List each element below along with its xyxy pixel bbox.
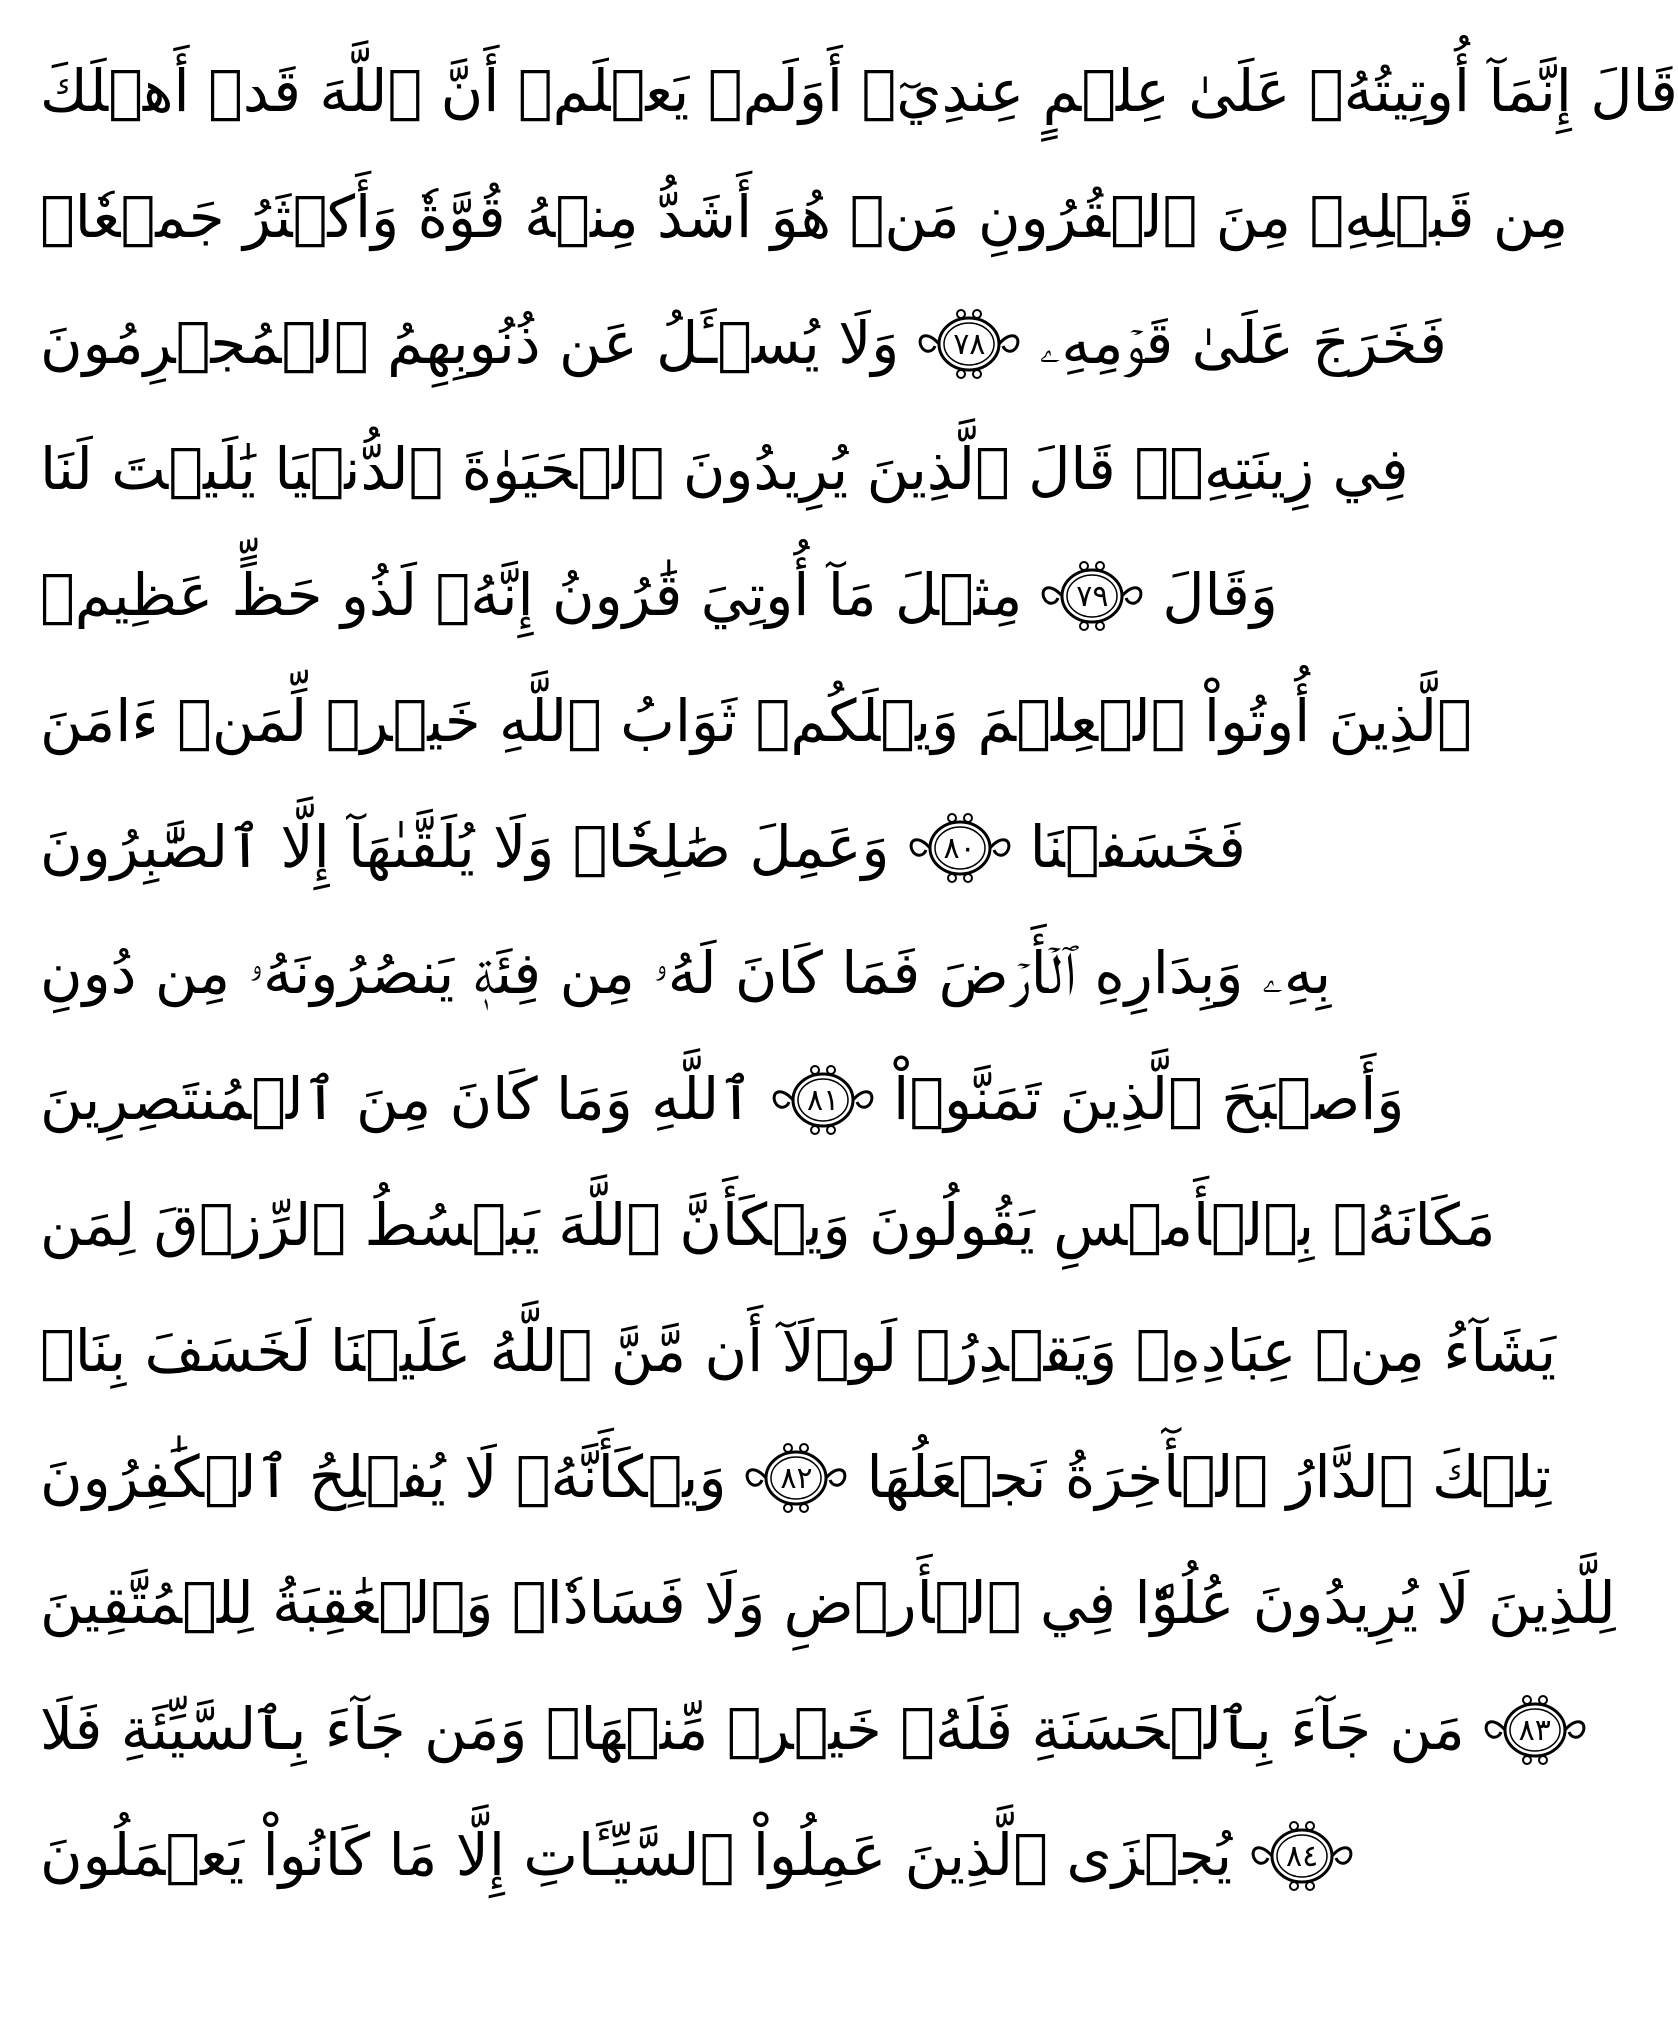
verse-text: مَن جَآءَ بِٱلۡحَسَنَةِ فَلَهُۥ خَيۡرٞ مِّنۡهَاۖ وَمَن جَآءَ بِٱلسَّيِّئَةِ فَلَا: [40, 1695, 1465, 1763]
verse-text: لِلَّذِينَ لَا يُرِيدُونَ عُلُوّٗا فِي ٱلۡأَرۡضِ وَلَا فَسَادٗاۚ وَٱلۡعَٰقِبَةُ لِلۡمُتَّقِينَ: [40, 1569, 1616, 1637]
verse-text: قَالَ إِنَّمَآ أُوتِيتُهُۥ عَلَىٰ عِلۡمٍ عِندِيٓۚ أَوَلَمۡ يَعۡلَمۡ أَنَّ ٱللَّهَ قَدۡ أَهۡلَكَ: [40, 57, 1678, 125]
verse-number: ٨١: [807, 1083, 840, 1118]
verse-text: فِي زِينَتِهِۦۖ قَالَ ٱلَّذِينَ يُرِيدُونَ ٱلۡحَيَوٰةَ ٱلدُّنۡيَا يَٰلَيۡتَ لَنَا: [40, 435, 1409, 503]
verse-text: مَكَانَهُۥ بِٱلۡأَمۡسِ يَقُولُونَ وَيۡكَأَنَّ ٱللَّهَ يَبۡسُطُ ٱلرِّزۡقَ لِمَن: [40, 1191, 1496, 1259]
verse-text: وَيۡكَأَنَّهُۥ لَا يُفۡلِحُ ٱلۡكَٰفِرُونَ: [40, 1443, 727, 1511]
text-line: [40, 910, 1332, 1036]
text-line: [40, 1666, 1551, 1792]
verse-text: وَلَا يُسۡـَٔلُ عَن ذُنُوبِهِمُ ٱلۡمُجۡرِمُونَ: [40, 309, 900, 377]
text-line: [40, 1036, 1405, 1162]
verse-number: ٨٣: [1518, 1713, 1551, 1748]
text-line: [40, 28, 1678, 154]
verse-end-marker: [913, 308, 1025, 378]
verse-text: يَشَآءُ مِنۡ عِبَادِهِۦ وَيَقۡدِرُۖ لَوۡلَآ أَن مَّنَّ ٱللَّهُ عَلَيۡنَا لَخَسَفَ بِنَاۖ: [40, 1317, 1557, 1385]
verse-text: يُجۡزَى ٱلَّذِينَ عَمِلُواْ ٱلسَّيِّـَٔاتِ إِلَّا مَا كَانُواْ يَعۡمَلُونَ: [40, 1821, 1233, 1889]
verse-text: ٱلَّذِينَ أُوتُواْ ٱلۡعِلۡمَ وَيۡلَكُمۡ ثَوَابُ ٱللَّهِ خَيۡرٞ لِّمَنۡ ءَامَنَ: [40, 687, 1472, 755]
text-line: [40, 280, 1447, 406]
verse-text: وَعَمِلَ صَٰلِحٗاۚ وَلَا يُلَقَّىٰهَآ إِلَّا ٱلصَّٰبِرُونَ: [40, 813, 890, 881]
verse-end-marker: [740, 1442, 852, 1512]
text-line: [40, 1288, 1557, 1414]
text-line: [40, 1540, 1616, 1666]
text-line: [40, 154, 1569, 280]
verse-text: فَخَسَفۡنَا: [1029, 813, 1246, 881]
verse-end-marker: [1479, 1694, 1591, 1764]
verse-text: مِثۡلَ مَآ أُوتِيَ قَٰرُونُ إِنَّهُۥ لَذُو حَظٍّ عَظِيمٖ: [40, 561, 1023, 629]
text-line: [40, 784, 1246, 910]
verse-text: وَأَصۡبَحَ ٱلَّذِينَ تَمَنَّوۡاْ: [893, 1065, 1405, 1133]
text-line: [40, 1162, 1496, 1288]
text-line: [40, 1414, 1552, 1540]
verse-number: ٧٩: [1076, 579, 1109, 614]
verse-end-marker: [1246, 1820, 1358, 1890]
verse-end-marker: [904, 812, 1016, 882]
text-line: [40, 406, 1409, 532]
text-line: [40, 1792, 1319, 1918]
verse-number: ٨٠: [943, 831, 976, 866]
verse-text: مِن قَبۡلِهِۦ مِنَ ٱلۡقُرُونِ مَنۡ هُوَ أَشَدُّ مِنۡهُ قُوَّةٗ وَأَكۡثَرُ جَمۡعٗاۚ: [40, 183, 1569, 251]
verse-text: فَخَرَجَ عَلَىٰ قَوۡمِهِۦ: [1039, 309, 1447, 377]
verse-number: ٨٢: [780, 1461, 813, 1496]
verse-text: وَقَالَ: [1162, 561, 1278, 629]
text-line: [40, 532, 1278, 658]
text-line: [40, 658, 1472, 784]
verse-text: بِهِۦ وَبِدَارِهِ ٱلۡأَرۡضَ فَمَا كَانَ لَهُۥ مِن فِئَةٖ يَنصُرُونَهُۥ مِن دُونِ: [40, 939, 1332, 1007]
verse-end-marker: [1036, 560, 1148, 630]
verse-text: تِلۡكَ ٱلدَّارُ ٱلۡأٓخِرَةُ نَجۡعَلُهَا: [866, 1443, 1552, 1511]
verse-number: ٧٨: [953, 327, 986, 362]
verse-text: ٱللَّهِ وَمَا كَانَ مِنَ ٱلۡمُنتَصِرِينَ: [40, 1065, 754, 1133]
verse-number: ٨٤: [1286, 1839, 1319, 1874]
verse-end-marker: [767, 1064, 879, 1134]
